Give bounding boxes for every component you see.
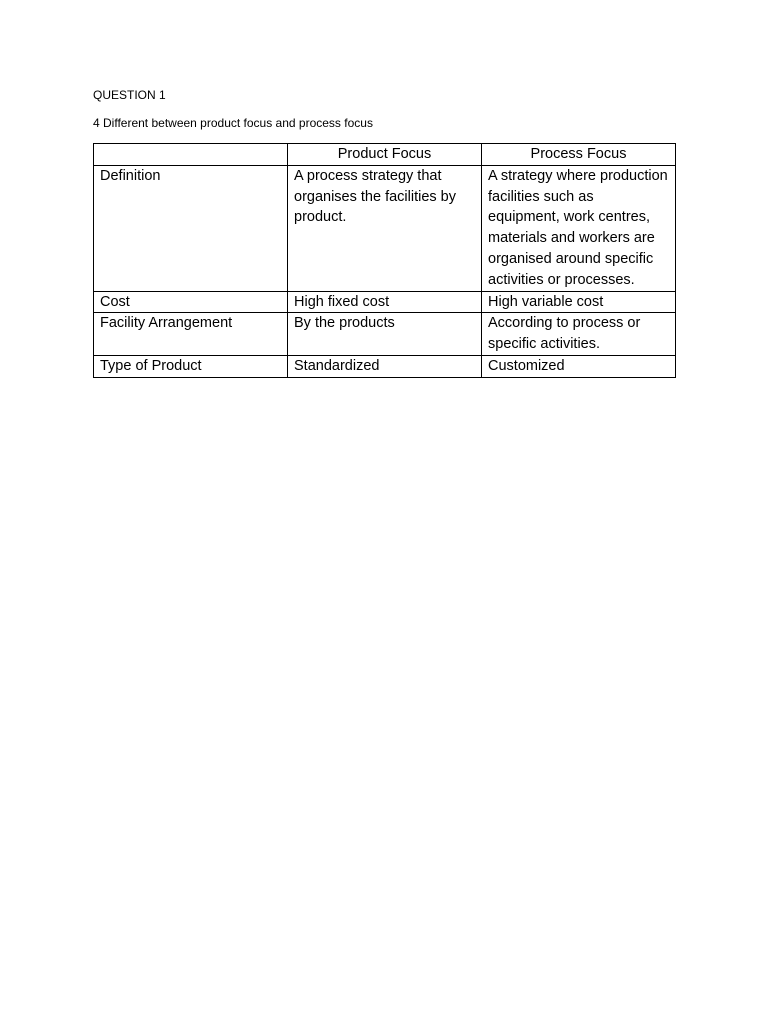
table-row [94, 355, 676, 377]
process-focus-cell: High variable cost [482, 291, 676, 313]
product-focus-cell: Standardized [288, 355, 482, 377]
header-cell-product-focus: Product Focus [288, 144, 482, 166]
row-label-cell: Cost [94, 291, 288, 313]
row-label-cell: Facility Arrangement [94, 313, 288, 356]
product-focus-cell: By the products [288, 313, 482, 356]
question-subheading: 4 Different between product focus and process focus [93, 116, 373, 130]
row-label-cell: Definition [94, 165, 288, 291]
table-row [94, 291, 676, 313]
product-focus-cell: High fixed cost [288, 291, 482, 313]
process-focus-cell: Customized [482, 355, 676, 377]
comparison-table [93, 143, 676, 378]
table-row [94, 165, 676, 291]
question-heading: QUESTION 1 [93, 88, 166, 102]
process-focus-cell: A strategy where production facilities such as equipment, work centres, materials and workers are organised around specific activities or processes. [482, 165, 676, 291]
product-focus-cell: A process strategy that organises the facilities by product. [288, 165, 482, 291]
header-cell-process-focus: Process Focus [482, 144, 676, 166]
process-focus-cell: According to process or specific activities. [482, 313, 676, 356]
header-cell-empty [94, 144, 288, 166]
row-label-cell: Type of Product [94, 355, 288, 377]
table-header-row [94, 144, 676, 166]
table-row [94, 313, 676, 356]
